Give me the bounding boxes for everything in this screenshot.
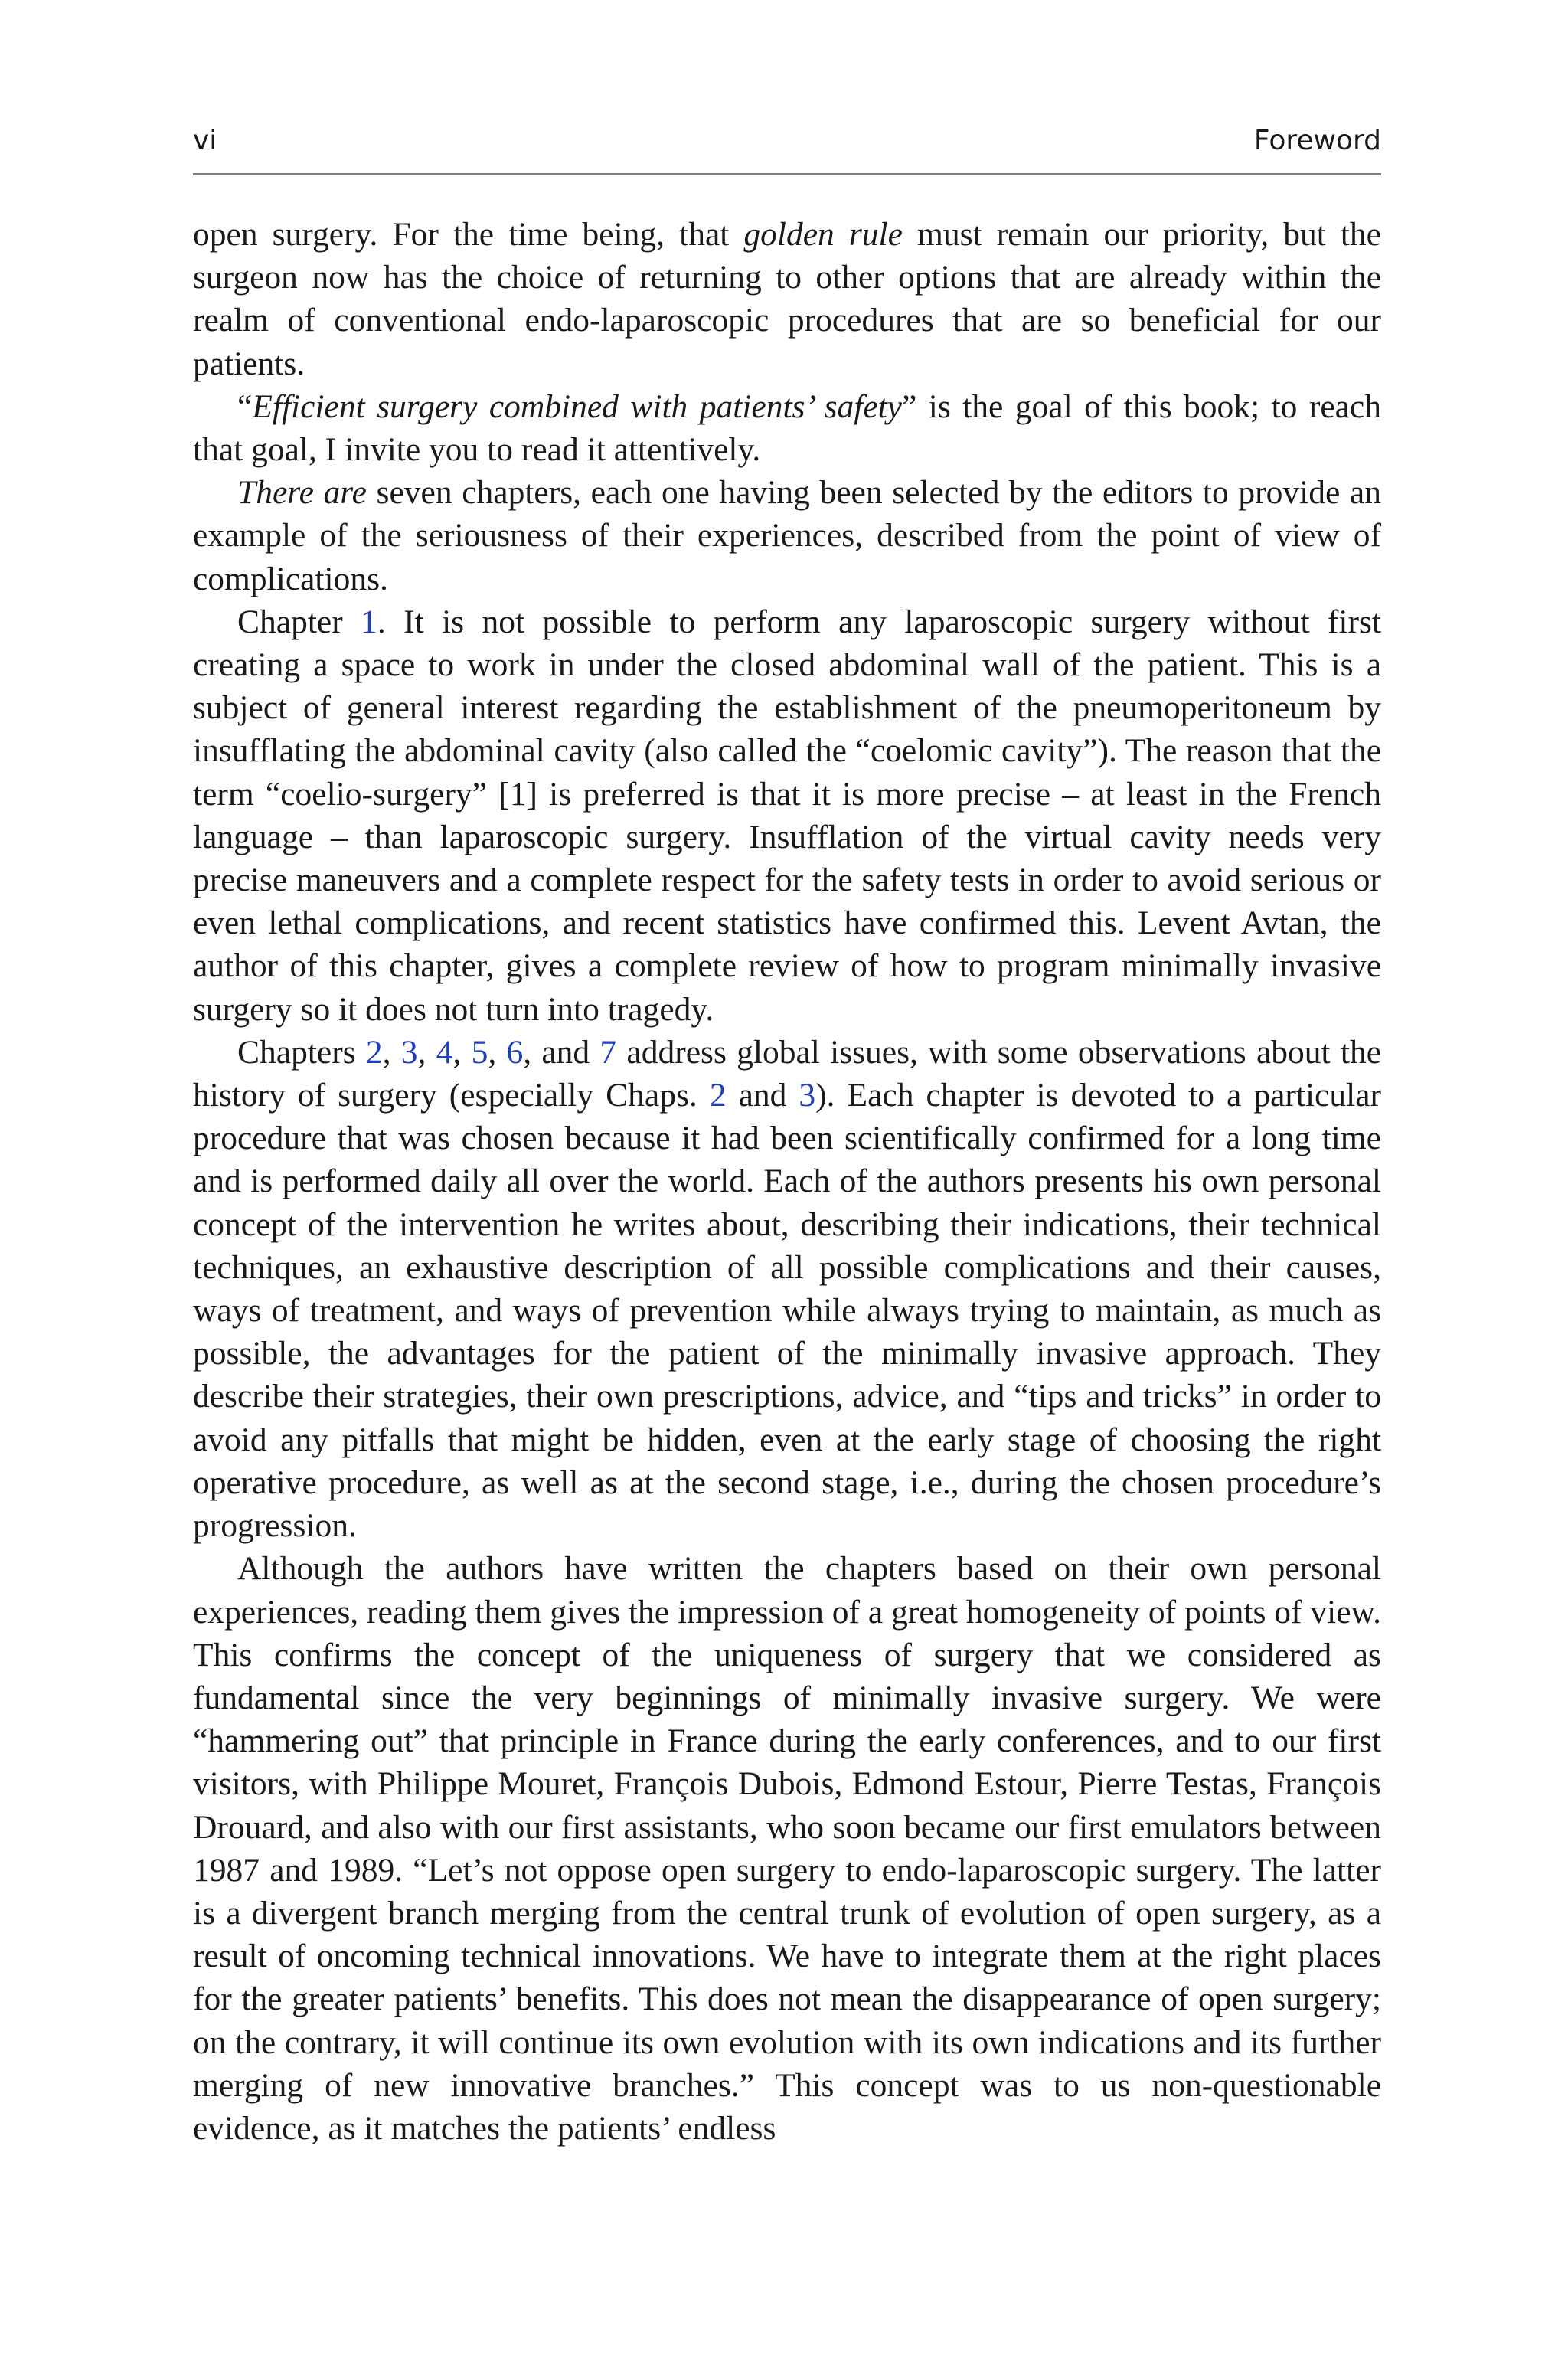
- chapter-7-link[interactable]: 7: [599, 1033, 617, 1071]
- paragraph-3: [193, 471, 1381, 600]
- chapter-5-link[interactable]: 5: [471, 1033, 488, 1071]
- paragraph-1-text-b: must remain our priority, but the surgeon now has the choice of returning to other options that are already within the realm of conventional endo-laparoscopic procedures that are so beneficial for our patients.: [193, 216, 1381, 382]
- open-quote: “: [237, 388, 253, 425]
- there-are-emphasis: There are: [237, 474, 367, 512]
- paragraph-5-lead: Chapters: [237, 1033, 366, 1071]
- paragraph-2-text: ” is the goal of this book; to reach that goal, I invite you to read it attentively.: [193, 388, 1381, 469]
- golden-rule-emphasis: golden rule: [743, 216, 903, 253]
- chap-3-link[interactable]: 3: [799, 1077, 816, 1114]
- paragraph-2: [193, 385, 1381, 471]
- separator: ,: [488, 1033, 507, 1071]
- paragraph-5-text-a: address global issues, with some observations about the history of surgery (especially Chaps.: [193, 1033, 1382, 1114]
- paragraph-6-text: Although the authors have written the chapters based on their own personal experiences, reading them gives the impression of a great homogeneity of points of view. This confirms the concept of the uniqueness of surgery that we considered as fundamental since the very beginnings of minimally invasive surgery. We were “hammering out” that principle in France during the early conferences, and to our first visitors, with Philippe Mouret, François Dubois, Edmond Estour, Pierre Testas, François Drouard, and also with our first assistants, who soon became our first emulators between 1987 and 1989. “Let’s not oppose open surgery to endo-laparoscopic surgery. The latter is a divergent branch merging from the central trunk of evolution of open surgery, as a result of oncoming technical innovations. We have to integrate them at the right places for the greater patients’ benefits. This does not mean the disappearance of open surgery; on the contrary, it will continue its own evolution with its own indications and its further merging of new innovative branches.” This concept was to us non-questionable evidence, as it matches the patients’ endless: [193, 1550, 1381, 2147]
- book-goal-quote: Efficient surgery combined with patients’ safety: [252, 388, 903, 425]
- paragraph-6: [193, 1547, 1381, 2150]
- separator: ,: [382, 1033, 401, 1071]
- paragraph-5: [193, 1031, 1381, 1547]
- paragraph-4: [193, 600, 1381, 1031]
- running-head: [193, 125, 1381, 165]
- paragraph-4-lead: Chapter: [237, 603, 361, 640]
- paragraph-3-text: seven chapters, each one having been selected by the editors to provide an example of the seriousness of their experiences, described from the point of view of complications.: [193, 474, 1381, 597]
- chapter-3-link[interactable]: 3: [400, 1033, 418, 1071]
- chapter-6-link[interactable]: 6: [506, 1033, 524, 1071]
- chapter-1-link[interactable]: 1: [361, 603, 377, 640]
- separator: and: [726, 1077, 799, 1114]
- separator: ,: [417, 1033, 436, 1071]
- separator: ,: [452, 1033, 472, 1071]
- paragraph-1-text-a: open surgery. For the time being, that: [193, 216, 744, 253]
- page-number: vi: [193, 125, 217, 156]
- chap-2-link[interactable]: 2: [709, 1077, 727, 1114]
- foreword-body: [193, 213, 1381, 2150]
- header-rule: [193, 173, 1381, 175]
- separator: , and: [523, 1033, 600, 1071]
- paragraph-5-text-b: ). Each chapter is devoted to a particular procedure that was chosen because it had been scientifically confirmed for a long time and is performed daily all over the world. Each of the authors presents his own personal concept of the intervention he writes about, describing their indications, their technical techniques, an exhaustive description of all possible complications and their causes, ways of treatment, and ways of prevention while always trying to maintain, as much as possible, the advantages for the patient of the minimally invasive approach. They describe their strategies, their own prescriptions, advice, and “tips and tricks” in order to avoid any pitfalls that might be hidden, even at the early stage of choosing the right operative procedure, as well as at the second stage, i.e., during the chosen procedure’s progression.: [193, 1077, 1381, 1545]
- chapter-4-link[interactable]: 4: [436, 1033, 453, 1071]
- chapter-2-link[interactable]: 2: [365, 1033, 383, 1071]
- section-title: Foreword: [1253, 125, 1381, 156]
- paragraph-4-text: . It is not possible to perform any laparoscopic surgery without first creating a space to work in under the closed abdominal wall of the patient. This is a subject of general interest regarding the establishment of the pneumoperitoneum by insufflating the abdominal cavity (also called the “coelomic cavity”). The reason that the term “coelio-surgery” [1] is preferred is that it is more precise – at least in the French language – than laparoscopic surgery. Insufflation of the virtual cavity needs very precise maneuvers and a complete respect for the safety tests in order to avoid serious or even lethal complications, and recent statistics have confirmed this. Levent Avtan, the author of this chapter, gives a complete review of how to program minimally invasive surgery so it does not turn into tragedy.: [193, 603, 1381, 1028]
- paragraph-1: [193, 213, 1381, 385]
